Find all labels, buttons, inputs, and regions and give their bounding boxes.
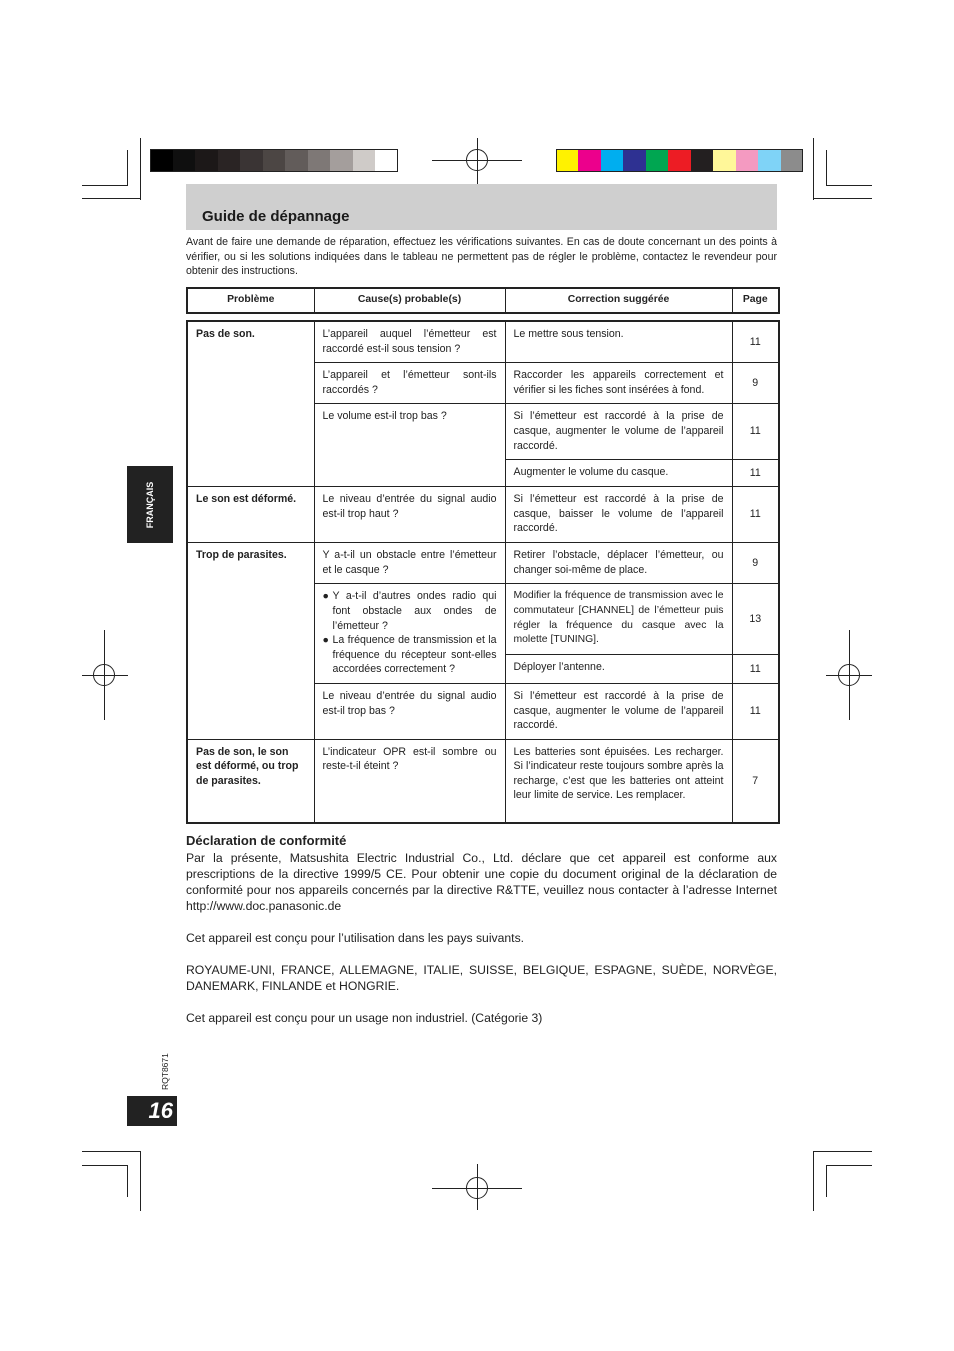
page-cell: 7 xyxy=(732,739,779,823)
header-correction: Correction suggérée xyxy=(505,288,732,313)
cause-cell: L’indicateur OPR est-il sombre ou reste-t-il éteint ? xyxy=(314,739,505,823)
declaration-paragraph: Par la présente, Matsushita Electric Industrial Co., Ltd. déclare que cet appareil est conforme aux prescriptions de la directive 1999/5 CE. Pour obtenir une copie du document original de la déclaration de conformité pour nos appareils concernés par la directive R&TTE, veuillez nous contacter à l’adresse Internet http://www.doc.panasonic.de xyxy=(186,851,777,913)
problem-cell: Pas de son. xyxy=(187,321,314,487)
correction-cell: Si l’émetteur est raccordé à la prise de casque, augmenter le volume de l’appareil raccordé. xyxy=(505,404,732,460)
page-cell: 13 xyxy=(732,584,779,655)
cause-cell: L’appareil auquel l’émetteur est raccordé est-il sous tension ? xyxy=(314,321,505,363)
page-number: 16 xyxy=(148,1098,173,1123)
declaration-category: Cet appareil est conçu pour un usage non industriel. (Catégorie 3) xyxy=(186,1011,543,1025)
correction-cell: Si l’émetteur est raccordé à la prise de casque, augmenter le volume de l’appareil raccordé. xyxy=(505,683,732,739)
cause-cell: Le niveau d’entrée du signal audio est-il trop haut ? xyxy=(314,487,505,543)
page-cell: 11 xyxy=(732,404,779,460)
table-row xyxy=(187,321,779,363)
correction-cell: Retirer l’obstacle, déplacer l’émetteur, ou changer soi-même de place. xyxy=(505,543,732,584)
problem-cell: Trop de parasites. xyxy=(187,543,314,740)
page-cell: 11 xyxy=(732,321,779,363)
cause-cell xyxy=(314,584,505,684)
page-title: Guide de dépannage xyxy=(202,208,350,225)
declaration-title: Déclaration de conformité xyxy=(186,833,347,848)
troubleshooting-table xyxy=(186,320,780,824)
correction-cell: Raccorder les appareils correctement et vérifier si les fiches sont insérées à fond. xyxy=(505,363,732,404)
page-cell: 11 xyxy=(732,654,779,683)
declaration-countries: ROYAUME-UNI, FRANCE, ALLEMAGNE, ITALIE, SUISSE, BELGIQUE, ESPAGNE, SUÈDE, NORVÈGE, DANEMARK, FINLANDE et HONGRIE. xyxy=(186,963,777,993)
cause-cell: L’appareil et l’émetteur sont-ils raccordés ? xyxy=(314,363,505,404)
correction-cell: Augmenter le volume du casque. xyxy=(505,460,732,487)
page-number-box xyxy=(127,1096,177,1126)
declaration-countries-intro: Cet appareil est conçu pour l’utilisation dans les pays suivants. xyxy=(186,931,525,945)
calibration-frame xyxy=(556,149,803,172)
page-cell: 11 xyxy=(732,487,779,543)
table-row xyxy=(187,739,779,823)
problem-cell: Pas de son, le son est déformé, ou trop de parasites. xyxy=(187,739,314,823)
language-tab xyxy=(127,466,173,543)
bullet-icon: ● xyxy=(322,590,329,603)
correction-cell: Les batteries sont épuisées. Les recharger. Si l’indicateur reste toujours sombre après la recharge, c’est que les batteries ont atteint leur limite de service. Les remplacer. xyxy=(505,739,732,823)
page-cell: 11 xyxy=(732,683,779,739)
bullet-icon: ● xyxy=(322,634,329,647)
cause-cell: Le volume est-il trop bas ? xyxy=(314,404,505,487)
problem-cell: Le son est déformé. xyxy=(187,487,314,543)
troubleshooting-header xyxy=(186,287,780,314)
correction-cell: Le mettre sous tension. xyxy=(505,321,732,363)
correction-cell: Si l’émetteur est raccordé à la prise de casque, baisser le volume de l’appareil raccordé. xyxy=(505,487,732,543)
header-problem: Problème xyxy=(187,288,314,313)
list-item: ● Y a-t-il d’autres ondes radio qui font obstacle aux ondes de l’émetteur ? xyxy=(322,590,497,632)
list-item: ● La fréquence de transmission et la fréquence du récepteur sont-elles accordées correctement ? xyxy=(322,634,497,676)
table-row xyxy=(187,487,779,543)
calibration-frame xyxy=(150,149,398,172)
page-cell: 11 xyxy=(732,460,779,487)
cause-cell: Y a-t-il un obstacle entre l’émetteur et le casque ? xyxy=(314,543,505,584)
language-tab-label: FRANÇAIS xyxy=(145,481,155,528)
table-row xyxy=(187,543,779,584)
header-cause: Cause(s) probable(s) xyxy=(314,288,505,313)
cause-bullet-list xyxy=(323,589,497,677)
intro-paragraph: Avant de faire une demande de réparation, effectuez les vérifications suivantes. En cas de doute concernant un des points à vérifier, ou si les solutions indiquées dans le tableau ne permettent pas de régler le problème, contactez le revendeur pour obtenir des instructions. xyxy=(186,236,777,278)
correction-cell: Déployer l’antenne. xyxy=(505,654,732,683)
model-code: RQT8671 xyxy=(160,1053,170,1090)
page-cell: 9 xyxy=(732,363,779,404)
page-cell: 9 xyxy=(732,543,779,584)
correction-cell: Modifier la fréquence de transmission avec le commutateur [CHANNEL] de l’émetteur puis régler la fréquence du casque avec la molette [TUNING]. xyxy=(505,584,732,655)
cause-cell: Le niveau d’entrée du signal audio est-il trop bas ? xyxy=(314,683,505,739)
header-page: Page xyxy=(732,288,779,313)
